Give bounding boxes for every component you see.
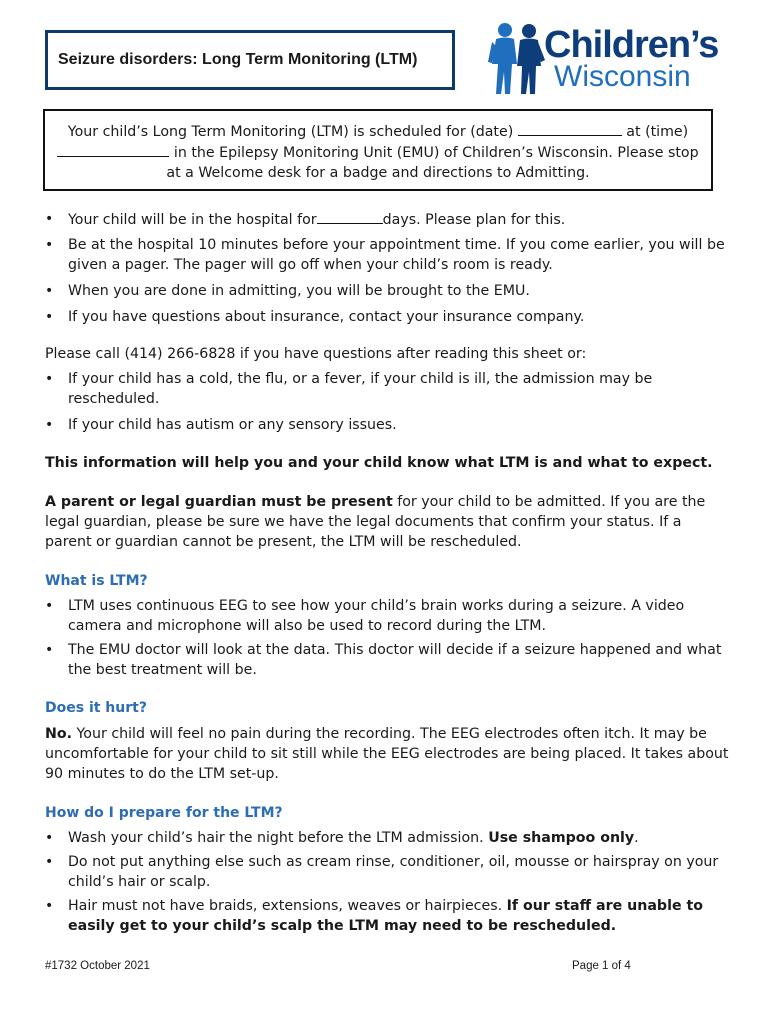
days-text-a: Your child will be in the hospital for <box>68 212 317 228</box>
list-item: • LTM uses continuous EEG to see how your child’s brain works during a seizure. A video camera and microphone will also be used to record during the LTM. <box>45 596 730 636</box>
list-item: • The EMU doctor will look at the data. This doctor will decide if a seizure happened and what the best treatment will be. <box>45 640 730 680</box>
hurt-bold: No. <box>45 726 73 742</box>
document-code: #1732 October 2021 <box>45 960 150 972</box>
prepare-item1-bold: Use shampoo only <box>488 830 635 846</box>
guardian-bold: A parent or legal guardian must be present <box>45 494 393 510</box>
notice-text-2: at (time) <box>626 124 689 140</box>
hurt-heading: Does it hurt? <box>45 700 147 716</box>
list-item: • Do not put anything else such as cream rinse, conditioner, oil, mousse or hairspray on your child’s hair or scalp. <box>45 852 730 892</box>
guardian-paragraph <box>45 492 730 552</box>
title-box <box>45 30 455 90</box>
logo-line2: Wisconsin <box>554 60 691 93</box>
date-blank <box>518 121 622 136</box>
prepare-item1-end: . <box>634 830 639 846</box>
page-title: Seizure disorders: Long Term Monitoring (LTM) <box>58 51 418 68</box>
time-blank <box>57 142 169 157</box>
logo-line1: Children’s <box>544 24 719 66</box>
prepare-list <box>45 828 730 936</box>
days-blank <box>317 209 383 224</box>
what-is-heading: What is LTM? <box>45 573 148 589</box>
children-silhouette-icon <box>488 22 546 98</box>
list-item <box>45 896 730 936</box>
call-intro: Please call (414) 266-6828 if you have questions after reading this sheet or: <box>45 346 587 362</box>
info-line: This information will help you and your child know what LTM is and what to expect. <box>45 455 713 471</box>
days-text-b: days. Please plan for this. <box>382 212 566 228</box>
hurt-paragraph <box>45 724 730 784</box>
list-item: • Be at the hospital 10 minutes before your appointment time. If you come earlier, you will be given a pager. The pager will go off when your child’s room is ready. <box>45 235 730 275</box>
prepare-item3-bold: If our staff are unable to easily get to your child’s scalp the LTM may need to be rescheduled. <box>68 898 704 934</box>
notice-text-3: in the Epilepsy Monitoring Unit (EMU) of Children’s Wisconsin. Please stop at a Welcome desk for a badge and directions to Admitting. <box>166 145 699 181</box>
list-item <box>45 828 730 848</box>
schedule-notice-box <box>43 109 713 191</box>
notice-text-1: Your child’s Long Term Monitoring (LTM) is scheduled for (date) <box>67 124 514 140</box>
what-is-list <box>45 596 730 680</box>
childrens-wisconsin-logo <box>488 22 728 98</box>
list-item <box>45 209 730 230</box>
list-item: • When you are done in admitting, you will be brought to the EMU. <box>45 281 730 301</box>
logo-wordmark <box>544 24 719 93</box>
call-list <box>45 369 730 435</box>
page-number: Page 1 of 4 <box>572 960 631 972</box>
list-item: • If your child has autism or any sensory issues. <box>45 415 730 435</box>
prepare-item3-text: Hair must not have braids, extensions, weaves or hairpieces. <box>68 898 507 914</box>
list-item: • If you have questions about insurance, contact your insurance company. <box>45 307 730 327</box>
hurt-rest: Your child will feel no pain during the recording. The EEG electrodes often itch. It may be uncomfortable for your child to sit still while the EEG electrodes are being placed. It takes about 90 minutes to do the LTM set-up. <box>45 726 729 782</box>
logistics-list <box>45 209 730 327</box>
list-item: • If your child has a cold, the flu, or a fever, if your child is ill, the admission may be rescheduled. <box>45 369 730 409</box>
prepare-item1-text: Wash your child’s hair the night before the LTM admission. <box>68 830 489 846</box>
guardian-rest: for your child to be admitted. If you are the legal guardian, please be sure we have the legal documents that confirm your status. If a parent or guardian cannot be present, the LTM will be rescheduled. <box>45 494 706 550</box>
prepare-heading: How do I prepare for the LTM? <box>45 805 283 821</box>
